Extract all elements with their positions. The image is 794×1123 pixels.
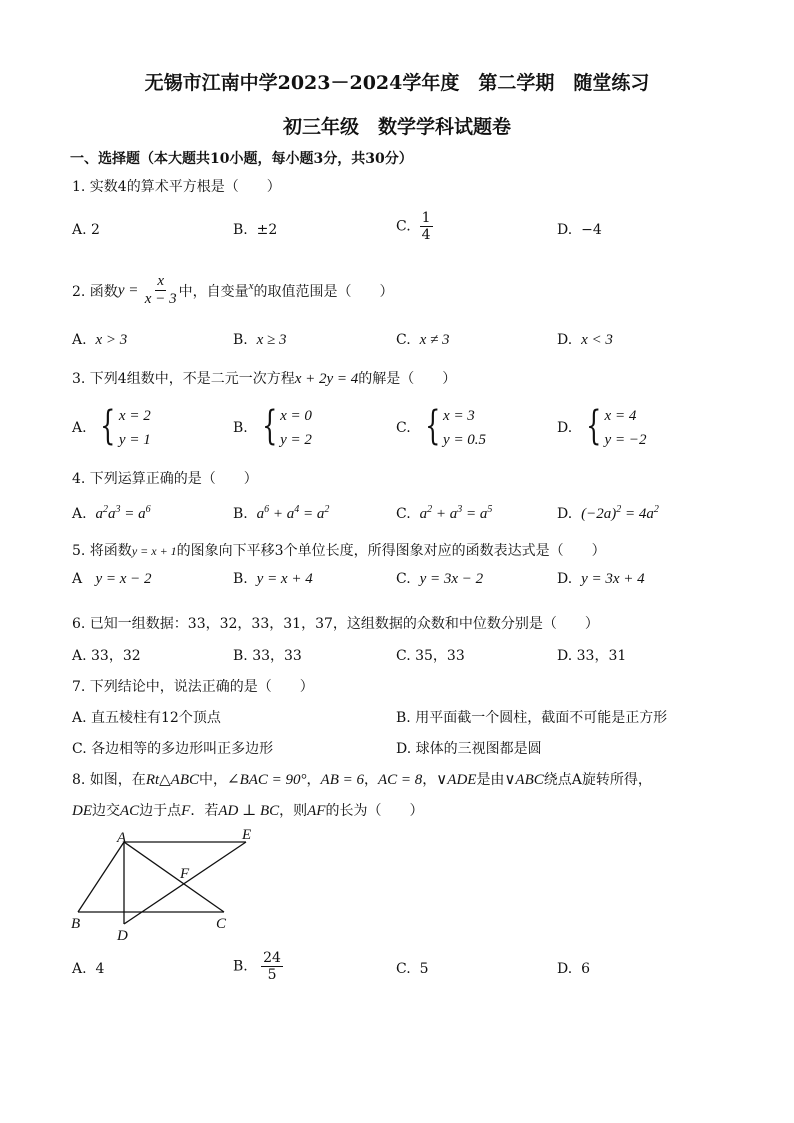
label-e: E [242, 827, 252, 843]
page-title: 无锡市江南中学2023－2024学年度 第二学期 随堂练习 [144, 72, 650, 94]
q4-option-b: B. $a^6 + a^4 = a^2$ [233, 504, 330, 522]
label-c: C [216, 916, 227, 932]
q1-option-b: B. ±2 [233, 222, 278, 238]
section-heading: 一、选择题（本大题共10小题，每小题3分，共30分） [70, 151, 413, 167]
q5-option-a: A y = x − 2 [72, 571, 152, 587]
question-6-stem: 6. 已知一组数据：33，32，33，31，37，这组数据的众数和中位数分别是（ ） [72, 616, 599, 632]
q6-option-c: C. 35，33 [396, 648, 465, 664]
label-f: F [180, 866, 190, 882]
label-a: A [117, 830, 127, 846]
q2-option-a: A. x > 3 [72, 332, 128, 348]
q5-option-c: C. y = 3x − 2 [396, 571, 484, 587]
q2-option-b: B. x ≥ 3 [233, 332, 287, 348]
equation-system: { x = 4 y = −2 [586, 403, 647, 449]
equation-system: { x = 2 y = 1 [100, 403, 151, 449]
equation-system: { x = 3 y = 0.5 [424, 403, 487, 449]
page-subtitle: 初三年级 数学学科试题卷 [282, 116, 511, 138]
line-ac [124, 842, 224, 912]
label-b: B [71, 916, 81, 932]
q3-option-d: D. { x = 4 y = −2 [557, 404, 646, 452]
label-d: D [117, 928, 128, 944]
question-8-stem-line1: 8. 如图，在Rt△ABC中，∠BAC = 90°，AB = 6，AC = 8，∨ADE是由∨ABC绕点A旋转所得， [72, 772, 652, 788]
q4-option-c: C. $a^2 + a^3 = a^5$ [396, 504, 493, 522]
question-2-stem: 2. 函数y = $\frac{x}{x - 3}$ 中，自变量$^x$的取值范围是（ ） [72, 273, 394, 308]
q6-option-a: A. 33，32 [72, 648, 141, 664]
q2-option-c: C. x ≠ 3 [396, 332, 450, 348]
triangle-figure [60, 822, 280, 952]
q3-option-a: A. { x = 2 y = 1 [72, 404, 151, 452]
equation-system: { x = 0 y = 2 [261, 403, 312, 449]
q8-option-a: A. 4 [72, 961, 105, 977]
q5-option-b: B. y = x + 4 [233, 571, 313, 587]
question-3-stem: 3. 下列4组数中，不是二元一次方程x + 2y = 4的解是（ ） [72, 371, 457, 387]
q1-option-d: D. −4 [557, 222, 602, 238]
question-8-stem-line2: DE边交AC边于点F．若AD ⊥ BC，则AF的长为（ ） [72, 803, 424, 819]
q8-option-d: D. 6 [557, 961, 591, 977]
q8-option-c: C. 5 [396, 961, 429, 977]
question-4-stem: 4. 下列运算正确的是（ ） [72, 471, 258, 487]
q4-option-a: A. $a^2a^3 = a^6$ [72, 504, 151, 522]
q1-option-a: A. 2 [72, 222, 100, 238]
q7-option-a: A. 直五棱柱有12个顶点 [72, 710, 221, 726]
q5-option-d: D. y = 3x + 4 [557, 571, 645, 587]
fraction: $\frac{x}{x - 3}$ [144, 273, 177, 308]
fraction: $\frac{1}{4}$ [421, 210, 431, 244]
q7-option-d: D. 球体的三视图都是圆 [396, 741, 542, 757]
q7-option-c: C. 各边相等的多边形叫正多边形 [72, 741, 274, 757]
question-1-stem: 1. 实数4的算术平方根是（ ） [72, 179, 281, 195]
q6-option-d: D. 33，31 [557, 648, 627, 664]
fraction: $\frac{24}{5}$ [263, 950, 281, 984]
q3-option-c: C. { x = 3 y = 0.5 [396, 404, 486, 452]
question-7-stem: 7. 下列结论中，说法正确的是（ ） [72, 679, 314, 695]
q7-option-b: B. 用平面截一个圆柱，截面不可能是正方形 [396, 710, 668, 726]
q3-option-b: B. { x = 0 y = 2 [233, 404, 312, 452]
q4-option-d: D. $(-2a)^2 = 4a^2$ [557, 504, 659, 522]
q1-option-c: C. $\frac{1}{4}$ [396, 210, 431, 244]
q8-option-b: B. $\frac{24}{5}$ [233, 950, 281, 984]
question-5-stem: 5. 将函数y = x + 1的图象向下平移3个单位长度，所得图象对应的函数表达式是（ ） [72, 543, 606, 559]
line-ab [78, 842, 124, 912]
q6-option-b: B. 33，33 [233, 648, 302, 664]
q2-option-d: D. x < 3 [557, 332, 613, 348]
